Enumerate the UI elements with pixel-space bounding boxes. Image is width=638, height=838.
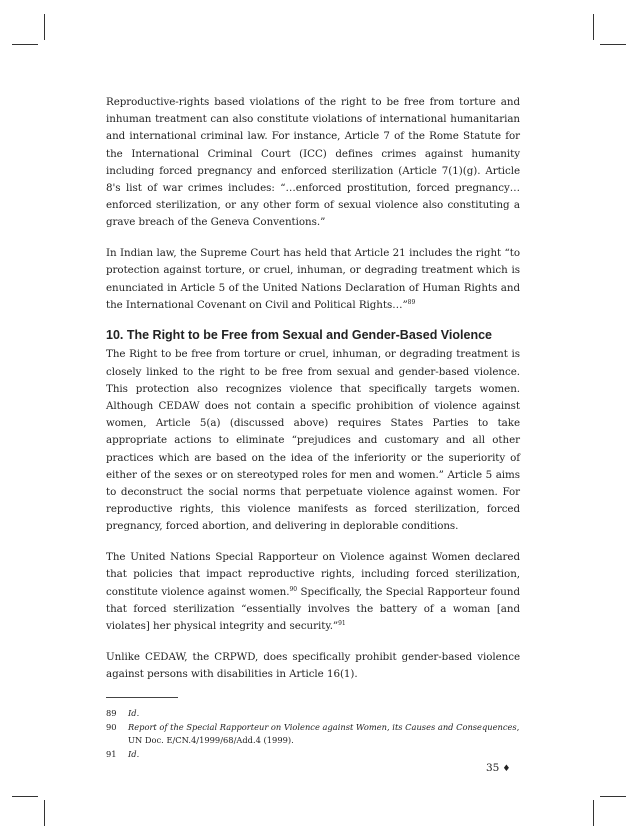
diamond-icon: ♦ xyxy=(502,764,511,774)
footnote-number: 90 xyxy=(106,722,117,733)
crop-mark xyxy=(44,800,45,826)
footnote xyxy=(106,748,520,761)
paragraph-indian-law: In Indian law, the Supreme Court has held that Article 21 includes the right “to protection against torture, or cruel, inhuman, or degrading treatment which is enunciated in Article 5 of the United Nations Declaration of Human Rights and the International Covenant on Civil and Political Rights…”$^{89}$ xyxy=(106,247,520,311)
page-content xyxy=(106,94,520,763)
paragraph-icc: Reproductive-rights based violations of the right to be free from torture and inhuman treatment can also constitute violations of international humanitarian and international criminal law. For instance, Article 7 of the Rome Statute for the International Criminal Court (ICC) defines crimes against humanity including forced pregnancy and enforced sterilization (Article 7(1)(g). Article 8's list of war crimes includes: “…enforced prostitution, forced pregnancy…enforced sterilization, or any other form of sexual violence also constituting a grave breach of the Geneva Conventions.” xyxy=(106,96,520,229)
crop-mark xyxy=(12,796,38,797)
footnote-text: Id. xyxy=(128,707,140,718)
footnote-number: 91 xyxy=(106,749,117,760)
paragraph-crpwd: Unlike CEDAW, the CRPWD, does specifically prohibit gender-based violence against persons with disabilities in Article 16(1). xyxy=(106,650,520,680)
footnote xyxy=(106,707,520,720)
paragraph-cedaw: The Right to be free from torture or cruel, inhuman, or degrading treatment is closely linked to the right to be free from sexual and gender-based violence. This protection also recognizes violence that specifically targets women. Although CEDAW does not contain a specific prohibition of violence against women, Article 5(a) (discussed above) requires States Parties to take appropriate actions to eliminate “prejudices and customary and all other practices which are based on the idea of the inferiority or the superiority of either of the sexes or on stereotyped roles for men and women.” Article 5 aims to deconstruct the social norms that perpetuate violence against women. For reproductive rights, this violence manifests as forced sterilization, forced pregnancy, forced abortion, and delivering in deplorable conditions. xyxy=(106,348,520,533)
crop-mark xyxy=(44,14,45,40)
footnote xyxy=(106,721,520,746)
page-number: 35 ♦ xyxy=(486,762,511,774)
crop-mark xyxy=(600,796,626,797)
crop-mark xyxy=(12,44,38,45)
footnote-text: Id. xyxy=(128,749,140,760)
footnote-ref-90[interactable]: 90 xyxy=(289,585,298,593)
footnote-ref-91[interactable]: 91 xyxy=(338,619,346,627)
crop-mark xyxy=(593,14,594,40)
paragraph-special-rapporteur: The United Nations Special Rapporteur on Violence against Women declared that policies that impact reproductive rights, including forced sterilization, constitute violence against women.$^{90}$ Specifically, the Special Rapporteur found that forced sterilization “essentially involves the battery of a woman [and violates] her physical integrity and security.”$^{91}$ xyxy=(106,551,520,632)
footnote-text: Report of the Special Rapporteur on Violence against Women, its Causes and Consequences, UN Doc. E/CN.4/1999/68/Add.4 (1999). xyxy=(128,722,520,745)
footnote-ref-89[interactable]: 89 xyxy=(407,298,416,306)
section-heading: 10. The Right to be Free from Sexual and Gender-Based Violence xyxy=(106,328,492,343)
footnote-number: 89 xyxy=(106,707,117,718)
crop-mark xyxy=(600,44,626,45)
footnote-divider xyxy=(106,697,178,698)
crop-mark xyxy=(593,800,594,826)
